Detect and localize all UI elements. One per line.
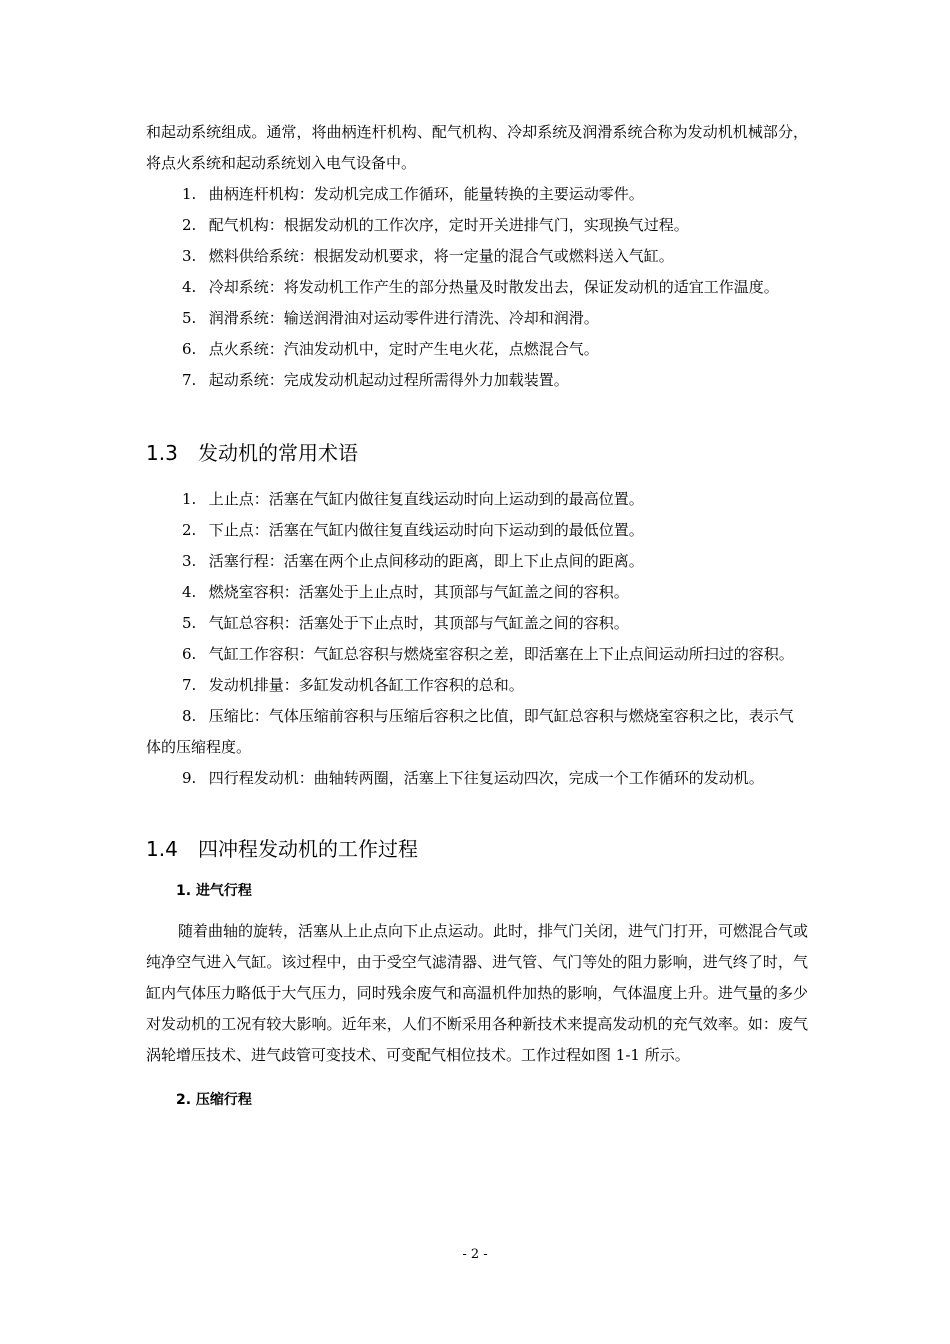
list-item: 1. 上止点：活塞在气缸内做往复直线运动时向上运动到的最高位置。 [182,490,644,508]
list-item: 7. 发动机排量：多缸发动机各缸工作容积的总和。 [182,676,524,694]
list-item: 3. 活塞行程：活塞在两个止点间移动的距离，即上下止点间的距离。 [182,552,644,570]
page-number: - 2 - [462,1247,488,1262]
list-item: 2. 配气机构：根据发动机的工作次序，定时开关进排气门，实现换气过程。 [182,216,689,234]
list-item: 1. 曲柄连杆机构：发动机完成工作循环，能量转换的主要运动零件。 [182,185,644,203]
section-heading-1-3: 1.3 发动机的常用术语 [146,441,358,465]
document-page [146,117,808,1115]
list-item: 6. 气缸工作容积：气缸总容积与燃烧室容积之差，即活塞在上下止点间运动所扫过的容积。 [182,645,794,663]
body-paragraph: 随着曲轴的旋转，活塞从上止点向下止点运动。此时，排气门关闭，进气门打开，可燃混合气或纯净空气进入气缸。该过程中，由于受空气滤清器、进气管、气门等处的阻力影响，进气终了时，气缸内气体压力略低于大气压力，同时残余废气和高温机件加热的影响，气体温度上升。进气量的多少对发动机的工况有较大影响。近年来，人们不断采用各种新技术来提高发动机的充气效率。如：废气涡轮增压技术、进气歧管可变技术、可变配气相位技术。工作过程如图 1-1 所示。 [146,922,809,1064]
list-item: 8. 压缩比：气体压缩前容积与压缩后容积之比值，即气缸总容积与燃烧室容积之比，表示气体的压缩程度。 [146,707,794,756]
subsection-heading: 2. 压缩行程 [176,1092,252,1108]
list-item: 4. 燃烧室容积：活塞处于上止点时，其顶部与气缸盖之间的容积。 [182,583,629,601]
list-item: 4. 冷却系统：将发动机工作产生的部分热量及时散发出去，保证发动机的适宜工作温度。 [182,278,779,296]
list-item: 2. 下止点：活塞在气缸内做往复直线运动时向下运动到的最低位置。 [182,521,644,539]
list-item: 9. 四行程发动机：曲轴转两圈，活塞上下往复运动四次，完成一个工作循环的发动机。 [182,769,764,787]
intro-paragraph: 和起动系统组成。通常，将曲柄连杆机构、配气机构、冷却系统及润滑系统合称为发动机机械部分，将点火系统和起动系统划入电气设备中。 [146,123,808,172]
list-item: 6. 点火系统：汽油发动机中，定时产生电火花，点燃混合气。 [182,340,599,358]
list-item: 3. 燃料供给系统：根据发动机要求，将一定量的混合气或燃料送入气缸。 [182,247,674,265]
subsection-heading: 1. 进气行程 [176,883,252,899]
list-item: 7. 起动系统：完成发动机起动过程所需得外力加载装置。 [182,371,569,389]
section-heading-1-4: 1.4 四冲程发动机的工作过程 [146,837,418,861]
list-item: 5. 气缸总容积：活塞处于下止点时，其顶部与气缸盖之间的容积。 [182,614,629,632]
list-item: 5. 润滑系统：输送润滑油对运动零件进行清洗、冷却和润滑。 [182,309,599,327]
